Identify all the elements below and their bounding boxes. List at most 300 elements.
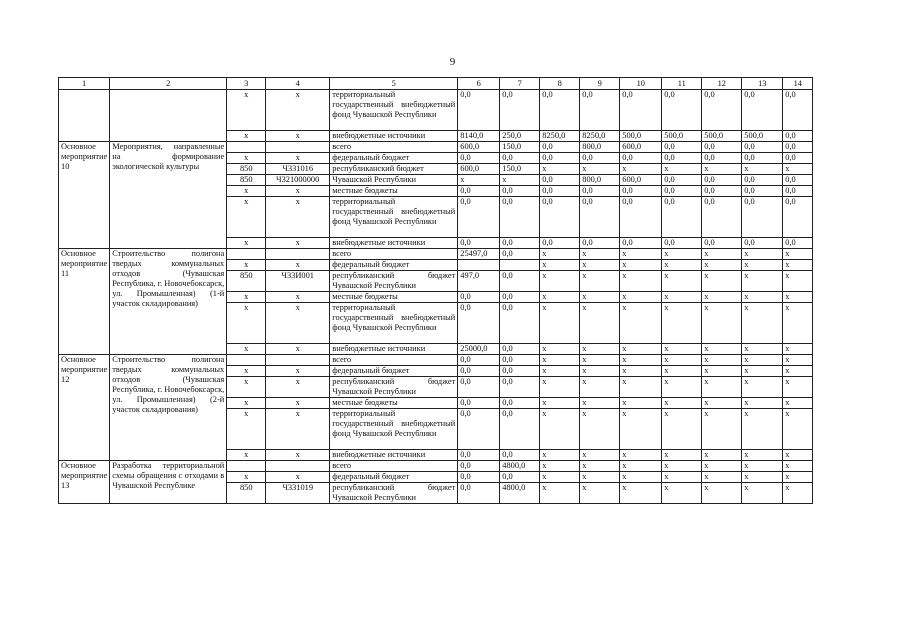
amount-cell: х bbox=[783, 366, 813, 377]
grbs-code: х bbox=[227, 409, 266, 450]
amount-cell: 0,0 bbox=[458, 153, 500, 164]
activity-code: Основное мероприятие 12 bbox=[59, 355, 110, 461]
amount-cell: 0,0 bbox=[620, 186, 662, 197]
amount-cell: 25000,0 bbox=[458, 344, 500, 355]
amount-cell: х bbox=[662, 377, 702, 398]
budget-classification-code bbox=[266, 249, 330, 260]
amount-cell: 0,0 bbox=[620, 90, 662, 131]
amount-cell: х bbox=[580, 249, 620, 260]
activity-code: Основное мероприятие 10 bbox=[59, 142, 110, 249]
amount-cell: х bbox=[742, 472, 783, 483]
header-row bbox=[59, 78, 813, 90]
amount-cell: х bbox=[620, 409, 662, 450]
amount-cell: 0,0 bbox=[500, 409, 540, 450]
amount-cell: х bbox=[742, 398, 783, 409]
amount-cell: х bbox=[540, 450, 580, 461]
amount-cell: 800,0 bbox=[580, 142, 620, 153]
amount-cell: х bbox=[540, 366, 580, 377]
amount-cell: х bbox=[580, 260, 620, 271]
amount-cell: х bbox=[620, 398, 662, 409]
budget-classification-code bbox=[266, 461, 330, 472]
amount-cell: х bbox=[783, 461, 813, 472]
grbs-code: х bbox=[227, 450, 266, 461]
amount-cell: 0,0 bbox=[500, 344, 540, 355]
amount-cell: 0,0 bbox=[783, 90, 813, 131]
amount-cell: х bbox=[702, 260, 742, 271]
amount-cell: 0,0 bbox=[580, 90, 620, 131]
amount-cell: 0,0 bbox=[783, 197, 813, 238]
funding-source: внебюджетные источники bbox=[330, 344, 458, 355]
amount-cell: х bbox=[702, 377, 742, 398]
funding-source: республиканский бюджет Чувашской Республики bbox=[330, 377, 458, 398]
column-header: 3 bbox=[227, 78, 266, 90]
budget-classification-code: х bbox=[266, 303, 330, 344]
grbs-code: х bbox=[227, 197, 266, 238]
amount-cell: х bbox=[620, 483, 662, 504]
amount-cell: х bbox=[540, 260, 580, 271]
column-header: 6 bbox=[458, 78, 500, 90]
amount-cell: х bbox=[662, 292, 702, 303]
amount-cell: 0,0 bbox=[458, 366, 500, 377]
column-header: 2 bbox=[110, 78, 227, 90]
budget-classification-code bbox=[266, 142, 330, 153]
funding-source: территориальный государственный внебюджетный фонд Чувашской Республики bbox=[330, 409, 458, 450]
grbs-code bbox=[227, 142, 266, 153]
amount-cell: 0,0 bbox=[458, 355, 500, 366]
amount-cell: х bbox=[702, 271, 742, 292]
amount-cell: х bbox=[540, 292, 580, 303]
amount-cell: 0,0 bbox=[500, 197, 540, 238]
amount-cell: х bbox=[742, 249, 783, 260]
amount-cell: х bbox=[580, 377, 620, 398]
amount-cell: х bbox=[580, 303, 620, 344]
grbs-code: х bbox=[227, 366, 266, 377]
amount-cell: х bbox=[783, 409, 813, 450]
budget-classification-code: х bbox=[266, 260, 330, 271]
amount-cell: х bbox=[540, 377, 580, 398]
funding-source: Чувашской Республики bbox=[330, 175, 458, 186]
amount-cell: х bbox=[742, 303, 783, 344]
funding-source: территориальный государственный внебюджетный фонд Чувашской Республики bbox=[330, 197, 458, 238]
amount-cell: 0,0 bbox=[500, 472, 540, 483]
amount-cell: 0,0 bbox=[540, 197, 580, 238]
amount-cell: х bbox=[783, 377, 813, 398]
column-header: 7 bbox=[500, 78, 540, 90]
budget-classification-code: х bbox=[266, 153, 330, 164]
column-header: 12 bbox=[702, 78, 742, 90]
funding-source: территориальный государственный внебюджетный фонд Чувашской Республики bbox=[330, 303, 458, 344]
amount-cell: 0,0 bbox=[500, 450, 540, 461]
amount-cell: х bbox=[742, 164, 783, 175]
amount-cell: 0,0 bbox=[783, 153, 813, 164]
grbs-code: х bbox=[227, 344, 266, 355]
amount-cell: х bbox=[702, 461, 742, 472]
amount-cell: х bbox=[783, 164, 813, 175]
table-row bbox=[59, 461, 813, 472]
funding-source: внебюджетные источники bbox=[330, 238, 458, 249]
amount-cell: х bbox=[742, 355, 783, 366]
funding-source: федеральный бюджет bbox=[330, 260, 458, 271]
amount-cell: х bbox=[783, 292, 813, 303]
amount-cell: х bbox=[662, 483, 702, 504]
amount-cell: 0,0 bbox=[662, 175, 702, 186]
amount-cell: 0,0 bbox=[580, 238, 620, 249]
amount-cell: 0,0 bbox=[458, 450, 500, 461]
amount-cell: 0,0 bbox=[742, 197, 783, 238]
amount-cell: 0,0 bbox=[702, 153, 742, 164]
amount-cell: 0,0 bbox=[620, 197, 662, 238]
amount-cell: 500,0 bbox=[662, 131, 702, 142]
amount-cell: 800,0 bbox=[580, 175, 620, 186]
amount-cell: х bbox=[702, 344, 742, 355]
amount-cell: х bbox=[540, 249, 580, 260]
amount-cell: 0,0 bbox=[580, 153, 620, 164]
activity-code: Основное мероприятие 11 bbox=[59, 249, 110, 355]
amount-cell: 0,0 bbox=[783, 131, 813, 142]
amount-cell: х bbox=[580, 398, 620, 409]
table-row bbox=[59, 355, 813, 366]
column-header: 14 bbox=[783, 78, 813, 90]
amount-cell: 0,0 bbox=[540, 175, 580, 186]
amount-cell: 0,0 bbox=[540, 153, 580, 164]
amount-cell: х bbox=[662, 472, 702, 483]
amount-cell: 0,0 bbox=[500, 90, 540, 131]
amount-cell: 4800,0 bbox=[500, 461, 540, 472]
amount-cell: х bbox=[783, 344, 813, 355]
budget-classification-code: х bbox=[266, 90, 330, 131]
budget-classification-code: х bbox=[266, 186, 330, 197]
column-header: 8 bbox=[540, 78, 580, 90]
amount-cell: 0,0 bbox=[540, 90, 580, 131]
grbs-code: х bbox=[227, 186, 266, 197]
amount-cell: 0,0 bbox=[458, 292, 500, 303]
funding-source: территориальный государственный внебюджетный фонд Чувашской Республики bbox=[330, 90, 458, 131]
amount-cell: 0,0 bbox=[540, 186, 580, 197]
amount-cell: 0,0 bbox=[662, 142, 702, 153]
amount-cell: х bbox=[620, 472, 662, 483]
column-header: 13 bbox=[742, 78, 783, 90]
grbs-code: х bbox=[227, 292, 266, 303]
funding-source: республиканский бюджет bbox=[330, 164, 458, 175]
amount-cell: 0,0 bbox=[540, 238, 580, 249]
amount-cell: х bbox=[783, 271, 813, 292]
table-row bbox=[59, 90, 813, 131]
funding-source: всего bbox=[330, 249, 458, 260]
budget-classification-code: х bbox=[266, 344, 330, 355]
amount-cell: х bbox=[580, 292, 620, 303]
grbs-code: х bbox=[227, 303, 266, 344]
amount-cell: 0,0 bbox=[458, 398, 500, 409]
amount-cell: 0,0 bbox=[742, 175, 783, 186]
table-row bbox=[59, 249, 813, 260]
budget-classification-code: х bbox=[266, 409, 330, 450]
amount-cell: х bbox=[742, 260, 783, 271]
amount-cell: 250,0 bbox=[500, 131, 540, 142]
amount-cell: 0,0 bbox=[500, 271, 540, 292]
funding-source: федеральный бюджет bbox=[330, 366, 458, 377]
grbs-code: х bbox=[227, 377, 266, 398]
budget-table bbox=[58, 77, 813, 504]
amount-cell: х bbox=[702, 292, 742, 303]
grbs-code bbox=[227, 355, 266, 366]
amount-cell: 500,0 bbox=[742, 131, 783, 142]
amount-cell: 0,0 bbox=[458, 409, 500, 450]
amount-cell: 600,0 bbox=[620, 175, 662, 186]
amount-cell: 0,0 bbox=[500, 249, 540, 260]
grbs-code: 850 bbox=[227, 271, 266, 292]
amount-cell: 0,0 bbox=[620, 153, 662, 164]
column-header: 11 bbox=[662, 78, 702, 90]
activity-name bbox=[110, 90, 227, 142]
budget-classification-code: х bbox=[266, 377, 330, 398]
amount-cell: 0,0 bbox=[500, 303, 540, 344]
budget-classification-code: х bbox=[266, 472, 330, 483]
amount-cell: х bbox=[540, 344, 580, 355]
amount-cell: 8140,0 bbox=[458, 131, 500, 142]
amount-cell: 0,0 bbox=[742, 186, 783, 197]
amount-cell: х bbox=[662, 249, 702, 260]
funding-source: федеральный бюджет bbox=[330, 153, 458, 164]
budget-classification-code bbox=[266, 355, 330, 366]
amount-cell: 600,0 bbox=[620, 142, 662, 153]
amount-cell: 600,0 bbox=[458, 142, 500, 153]
amount-cell: х bbox=[580, 366, 620, 377]
amount-cell: х bbox=[662, 303, 702, 344]
amount-cell: х bbox=[500, 175, 540, 186]
amount-cell: х bbox=[662, 271, 702, 292]
amount-cell: 0,0 bbox=[662, 238, 702, 249]
amount-cell: х bbox=[540, 398, 580, 409]
amount-cell: 0,0 bbox=[500, 153, 540, 164]
amount-cell: х bbox=[580, 409, 620, 450]
grbs-code: х bbox=[227, 260, 266, 271]
amount-cell: 0,0 bbox=[458, 472, 500, 483]
amount-cell: х bbox=[620, 461, 662, 472]
amount-cell: 0,0 bbox=[458, 483, 500, 504]
budget-classification-code: Ч331019 bbox=[266, 483, 330, 504]
amount-cell: 0,0 bbox=[580, 186, 620, 197]
activity-code bbox=[59, 90, 110, 142]
grbs-code: х bbox=[227, 472, 266, 483]
amount-cell: х bbox=[742, 292, 783, 303]
grbs-code: х bbox=[227, 153, 266, 164]
amount-cell: х bbox=[458, 175, 500, 186]
amount-cell: х bbox=[620, 292, 662, 303]
amount-cell: х bbox=[620, 249, 662, 260]
amount-cell: х bbox=[540, 461, 580, 472]
grbs-code: х bbox=[227, 398, 266, 409]
funding-source: внебюджетные источники bbox=[330, 131, 458, 142]
budget-classification-code: х bbox=[266, 131, 330, 142]
amount-cell: х bbox=[540, 303, 580, 344]
amount-cell: х bbox=[742, 271, 783, 292]
activity-name: Строительство полигона твердых коммунальных отходов (Чувашская Республика, г. Новочебоксарск, ул. Промышленная) (2-й участок складирования) bbox=[110, 355, 227, 461]
amount-cell: 0,0 bbox=[458, 90, 500, 131]
amount-cell: 0,0 bbox=[702, 238, 742, 249]
amount-cell: 0,0 bbox=[783, 238, 813, 249]
amount-cell: х bbox=[662, 366, 702, 377]
amount-cell bbox=[458, 260, 500, 271]
column-header: 5 bbox=[330, 78, 458, 90]
amount-cell: 0,0 bbox=[702, 142, 742, 153]
grbs-code bbox=[227, 461, 266, 472]
funding-source: республиканский бюджет Чувашской Республики bbox=[330, 271, 458, 292]
budget-classification-code: х bbox=[266, 238, 330, 249]
amount-cell: х bbox=[540, 472, 580, 483]
amount-cell: 500,0 bbox=[702, 131, 742, 142]
funding-source: местные бюджеты bbox=[330, 186, 458, 197]
funding-source: федеральный бюджет bbox=[330, 472, 458, 483]
amount-cell: 0,0 bbox=[702, 186, 742, 197]
amount-cell: х bbox=[783, 483, 813, 504]
page-number: 9 bbox=[449, 56, 456, 68]
amount-cell: х bbox=[662, 461, 702, 472]
column-header: 1 bbox=[59, 78, 110, 90]
column-header: 4 bbox=[266, 78, 330, 90]
activity-name: Разработка территориальной схемы обращения с отходами в Чувашской Республике bbox=[110, 461, 227, 504]
amount-cell: х bbox=[702, 483, 742, 504]
activity-name: Мероприятия, направленные на формирование экологической культуры bbox=[110, 142, 227, 249]
amount-cell: 0,0 bbox=[500, 292, 540, 303]
amount-cell: 0,0 bbox=[458, 197, 500, 238]
amount-cell: х bbox=[702, 366, 742, 377]
column-header: 9 bbox=[580, 78, 620, 90]
amount-cell: 150,0 bbox=[500, 142, 540, 153]
amount-cell: 0,0 bbox=[783, 142, 813, 153]
amount-cell: 500,0 bbox=[620, 131, 662, 142]
amount-cell: х bbox=[620, 450, 662, 461]
amount-cell: х bbox=[702, 355, 742, 366]
amount-cell: х bbox=[742, 366, 783, 377]
amount-cell: х bbox=[540, 409, 580, 450]
amount-cell: х bbox=[662, 450, 702, 461]
activity-name: Строительство полигона твердых коммунальных отходов (Чувашская Республика, г. Новочебоксарск, ул. Промышленная) (1-й участок складирования) bbox=[110, 249, 227, 355]
budget-classification-code: х bbox=[266, 450, 330, 461]
amount-cell: 8250,0 bbox=[540, 131, 580, 142]
budget-classification-code: х bbox=[266, 398, 330, 409]
amount-cell: 0,0 bbox=[783, 186, 813, 197]
amount-cell: 0,0 bbox=[702, 90, 742, 131]
budget-classification-code: Ч33И001 bbox=[266, 271, 330, 292]
amount-cell: 0,0 bbox=[500, 238, 540, 249]
amount-cell: 0,0 bbox=[620, 238, 662, 249]
amount-cell: х bbox=[662, 398, 702, 409]
amount-cell: 25497,0 bbox=[458, 249, 500, 260]
budget-classification-code: Ч331016 bbox=[266, 164, 330, 175]
amount-cell: х bbox=[702, 249, 742, 260]
amount-cell: х bbox=[702, 409, 742, 450]
funding-source: всего bbox=[330, 461, 458, 472]
amount-cell: х bbox=[620, 344, 662, 355]
amount-cell: х bbox=[580, 164, 620, 175]
amount-cell bbox=[500, 260, 540, 271]
amount-cell: х bbox=[620, 260, 662, 271]
amount-cell: х bbox=[702, 303, 742, 344]
amount-cell: 0,0 bbox=[742, 90, 783, 131]
funding-source: местные бюджеты bbox=[330, 398, 458, 409]
budget-classification-code: х bbox=[266, 292, 330, 303]
amount-cell: 0,0 bbox=[500, 366, 540, 377]
amount-cell: 0,0 bbox=[500, 377, 540, 398]
budget-classification-code: х bbox=[266, 366, 330, 377]
funding-source: местные бюджеты bbox=[330, 292, 458, 303]
amount-cell: х bbox=[783, 398, 813, 409]
amount-cell: 0,0 bbox=[662, 197, 702, 238]
amount-cell: х bbox=[742, 377, 783, 398]
amount-cell: 0,0 bbox=[500, 186, 540, 197]
amount-cell: х bbox=[580, 355, 620, 366]
budget-classification-code: х bbox=[266, 197, 330, 238]
amount-cell: 0,0 bbox=[540, 142, 580, 153]
amount-cell: 0,0 bbox=[783, 175, 813, 186]
amount-cell: х bbox=[702, 450, 742, 461]
amount-cell: 4800,0 bbox=[500, 483, 540, 504]
activity-code: Основное мероприятие 13 bbox=[59, 461, 110, 504]
amount-cell: 0,0 bbox=[662, 90, 702, 131]
amount-cell: 0,0 bbox=[580, 197, 620, 238]
amount-cell: х bbox=[662, 344, 702, 355]
amount-cell: 0,0 bbox=[458, 377, 500, 398]
amount-cell: 0,0 bbox=[742, 142, 783, 153]
amount-cell: х bbox=[580, 461, 620, 472]
amount-cell: 0,0 bbox=[500, 355, 540, 366]
budget-classification-code: Ч321000000 bbox=[266, 175, 330, 186]
amount-cell: х bbox=[783, 260, 813, 271]
amount-cell: 0,0 bbox=[702, 197, 742, 238]
amount-cell: х bbox=[620, 355, 662, 366]
amount-cell: х bbox=[580, 472, 620, 483]
amount-cell: 8250,0 bbox=[580, 131, 620, 142]
amount-cell: х bbox=[540, 355, 580, 366]
amount-cell: х bbox=[742, 461, 783, 472]
amount-cell: х bbox=[540, 271, 580, 292]
amount-cell: х bbox=[540, 164, 580, 175]
amount-cell: 0,0 bbox=[458, 186, 500, 197]
grbs-code: 850 bbox=[227, 164, 266, 175]
amount-cell: х bbox=[662, 409, 702, 450]
amount-cell: х bbox=[620, 377, 662, 398]
grbs-code: 850 bbox=[227, 483, 266, 504]
amount-cell: 0,0 bbox=[458, 303, 500, 344]
amount-cell: х bbox=[742, 409, 783, 450]
amount-cell: х bbox=[702, 398, 742, 409]
amount-cell: х bbox=[620, 164, 662, 175]
funding-source: всего bbox=[330, 142, 458, 153]
amount-cell: х bbox=[783, 355, 813, 366]
amount-cell: х bbox=[702, 164, 742, 175]
funding-source: внебюджетные источники bbox=[330, 450, 458, 461]
amount-cell: х bbox=[580, 271, 620, 292]
amount-cell: х bbox=[580, 483, 620, 504]
amount-cell: х bbox=[783, 450, 813, 461]
amount-cell: 600,0 bbox=[458, 164, 500, 175]
amount-cell: х bbox=[540, 483, 580, 504]
amount-cell: 0,0 bbox=[662, 153, 702, 164]
amount-cell: х bbox=[783, 303, 813, 344]
amount-cell: х bbox=[742, 344, 783, 355]
amount-cell: 0,0 bbox=[702, 175, 742, 186]
funding-source: республиканский бюджет Чувашской Республики bbox=[330, 483, 458, 504]
amount-cell: х bbox=[580, 450, 620, 461]
amount-cell: 0,0 bbox=[742, 238, 783, 249]
amount-cell: х bbox=[662, 260, 702, 271]
amount-cell: х bbox=[742, 450, 783, 461]
amount-cell: х bbox=[620, 271, 662, 292]
amount-cell: х bbox=[620, 303, 662, 344]
amount-cell: х bbox=[783, 472, 813, 483]
amount-cell: 0,0 bbox=[458, 461, 500, 472]
amount-cell: х bbox=[662, 355, 702, 366]
